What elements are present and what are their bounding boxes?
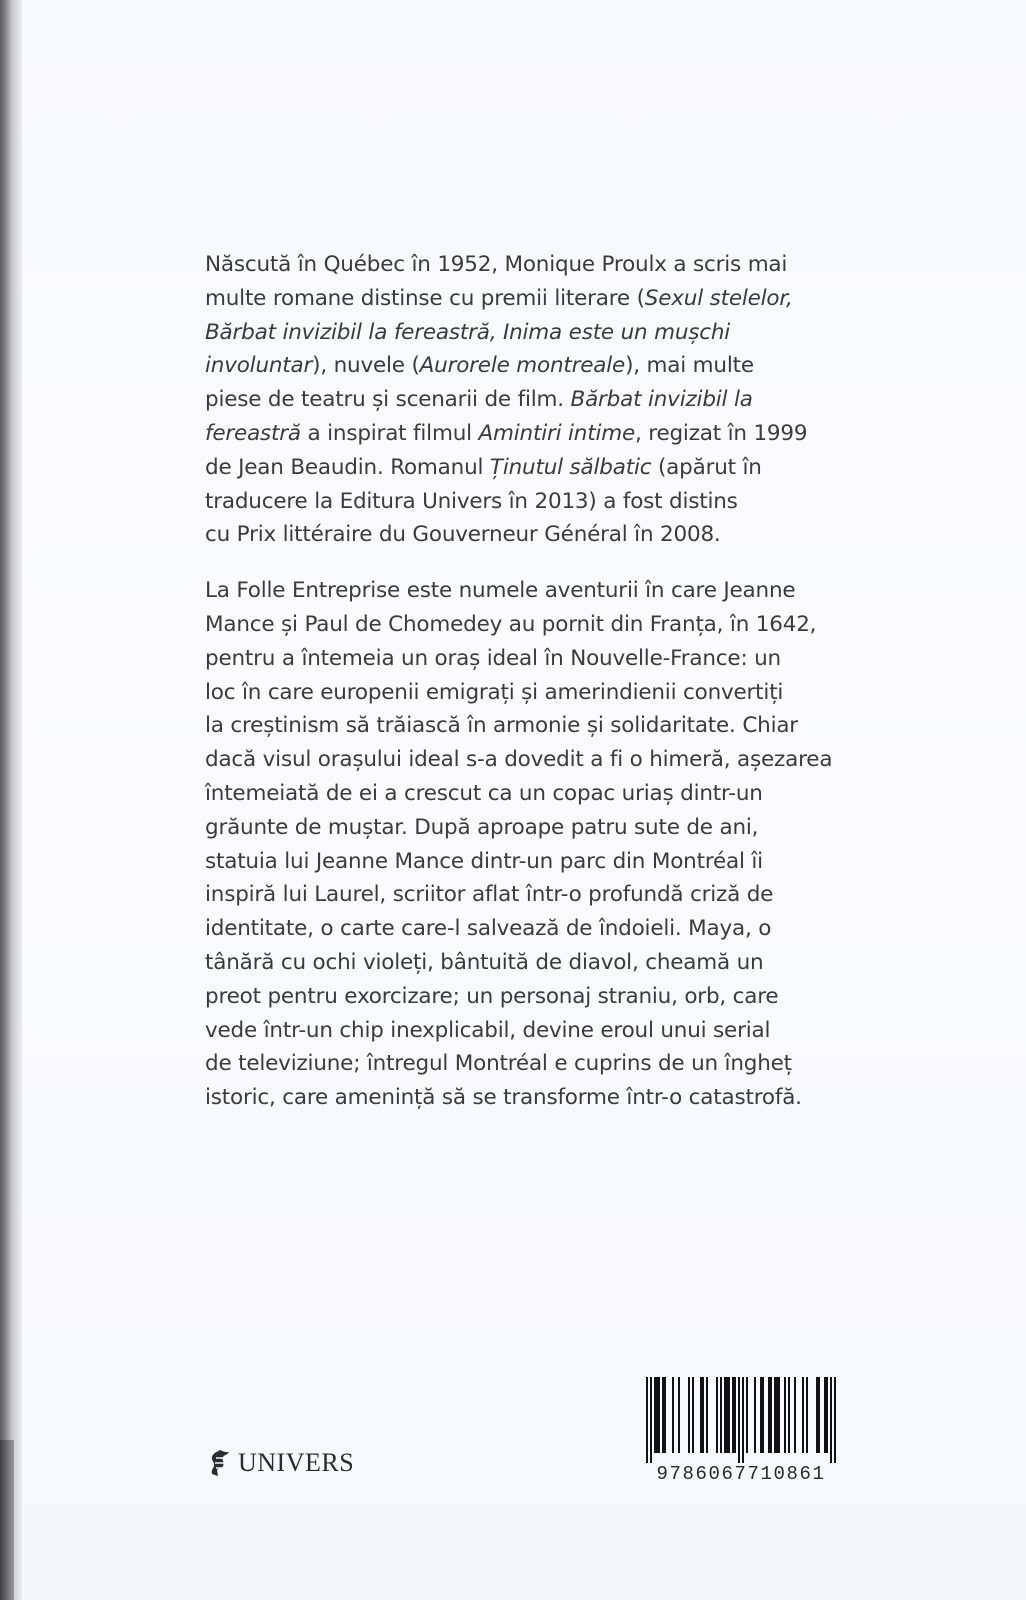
italic-title: Amintiri intime [478,420,636,446]
barcode-bar [656,1377,658,1453]
barcode-bar [688,1377,690,1453]
text-segment: de Jean Beaudin. Romanul [205,454,490,480]
italic-title: Sexul stelelor, [644,285,793,311]
publisher-name: UNIVERS [238,1448,355,1477]
barcode-bar [762,1377,764,1453]
barcode-bar [732,1377,734,1453]
italic-title: Ținutul sălbatic [489,454,652,480]
text-segment: tânără cu ochi violeți, bântuită de diavol, cheamă un [205,949,764,975]
barcode-bar [678,1377,680,1453]
text-segment: Mance și Paul de Chomedey au pornit din Franța, în 1642, [205,611,817,637]
barcode-bar [692,1377,694,1453]
barcode-bar [794,1377,796,1453]
barcode-bar [778,1377,780,1453]
italic-title: Bărbat invizibil la fereastră, Inima este un mușchi [205,319,731,345]
text-line [205,1047,865,1081]
italic-title: Bărbat invizibil la [570,387,753,413]
text-line [205,743,865,777]
text-segment: traducere la Editura Univers în 2013) a fost distins [205,488,738,514]
text-line [205,451,865,485]
text-segment: piese de teatru și scenarii de film. [205,387,571,413]
barcode-bar [702,1377,704,1453]
barcode-bar [738,1377,740,1463]
text-segment: istoric, care amenință să se transforme într-o catastrofă. [205,1085,802,1111]
text-segment: dacă visul orașului ideal s-a dovedit a fi o himeră, așezarea [205,747,833,773]
barcode-bar [700,1377,702,1453]
text-segment: multe romane distinse cu premii literare ( [205,285,645,311]
text-line [205,518,865,552]
barcode-bar [830,1377,832,1463]
text-segment: identitate, o carte care-l salvează de îndoieli. Maya, o [205,916,772,942]
text-line [205,574,865,608]
text-segment: ), nuvele ( [312,353,420,379]
barcode-bar [746,1377,748,1453]
text-line [205,1081,865,1115]
text-segment: cu Prix littéraire du Gouverneur Général în 2008. [205,522,721,548]
text-line [205,383,865,417]
univers-logo-icon [208,1448,232,1478]
text-segment: Născută în Québec în 1952, Monique Proulx a scris mai [205,252,788,277]
text-segment: statuia lui Jeanne Mance dintr-un parc din Montréal îi [205,848,763,874]
paragraph [205,574,865,1115]
text-segment: (apărut în [651,454,762,480]
text-segment: întemeiată de ei a crescut ca un copac uriaș dintr-un [205,780,763,806]
barcode-bar [672,1377,674,1453]
text-segment: la creștinism să trăiască în armonie și solidaritate. Chiar [205,713,798,739]
text-line [205,709,865,743]
barcode-bar [760,1377,762,1453]
barcode-bar [664,1377,666,1453]
barcode-bar [768,1377,770,1453]
barcode-bar [770,1377,772,1453]
text-segment: inspiră lui Laurel, scriitor aflat într-o profundă criză de [205,882,774,908]
barcode-bar [742,1377,744,1463]
barcode-bar [650,1377,652,1463]
text-line [205,316,865,350]
barcode-bar [716,1377,718,1453]
barcode-bar [776,1377,778,1453]
text-segment: ), mai multe [625,353,754,379]
barcode-bar [784,1377,786,1453]
text-segment: La Folle Entreprise este numele aventurii în care Jeanne [205,578,796,604]
barcode-bar [788,1377,790,1453]
text-line [205,642,865,676]
text-line [205,980,865,1014]
text-line [205,248,865,282]
barcode-bar [826,1377,828,1453]
text-line [205,282,865,316]
spine-edge [0,0,22,1600]
barcode-bar [646,1377,648,1463]
barcode-bar [824,1377,826,1453]
italic-title: involuntar [205,353,313,379]
text-line [205,1014,865,1048]
text-segment: preot pentru exorcizare; un personaj straniu, orb, care [205,983,779,1009]
text-segment: a inspirat filmul [300,420,479,446]
barcode-bar [706,1377,708,1453]
barcode-bar [658,1377,660,1453]
text-segment: vede într-un chip inexplicabil, devine eroul unui serial [205,1017,771,1043]
text-line [205,417,865,451]
barcode-bar [726,1377,728,1453]
text-line [205,676,865,710]
text-line [205,878,865,912]
text-segment: de televiziune; întregul Montréal e cuprins de un îngheț [205,1051,792,1077]
barcode-bar [720,1377,722,1453]
text-line [205,811,865,845]
barcode-bar [754,1377,756,1453]
barcode-bar [802,1377,804,1453]
isbn-barcode [636,1377,846,1485]
text-line [205,946,865,980]
barcode-bar [728,1377,730,1453]
text-line [205,608,865,642]
text-segment: , regizat în 1999 [635,420,808,446]
barcode-bar [806,1377,808,1453]
barcode-digits: 9786067710861 [656,1463,826,1485]
text-line [205,912,865,946]
barcode-bar [774,1377,776,1453]
publisher-logo [208,1448,354,1478]
barcode-bar [818,1377,820,1453]
barcode-bar [662,1377,664,1453]
text-line [205,349,865,383]
barcode-bar [724,1377,726,1453]
barcode-bar [654,1377,656,1453]
blurb-text [205,248,865,1115]
text-segment: grăunte de muștar. După aproape patru sute de ani, [205,814,759,840]
barcode-bar [834,1377,836,1463]
text-line [205,485,865,519]
text-line [205,777,865,811]
italic-title: Aurorele montreale [419,353,626,379]
barcode-bar [816,1377,818,1453]
text-segment: pentru a întemeia un oraș ideal în Nouvelle-France: un [205,645,781,671]
barcode-bar [734,1377,736,1453]
italic-title: fereastră [205,420,301,446]
text-line [205,845,865,879]
text-segment: loc în care europenii emigrați și amerindienii convertiți [205,679,784,705]
spine-edge-bottom [0,1440,14,1600]
barcode-bars [636,1377,846,1463]
paragraph [205,248,865,552]
